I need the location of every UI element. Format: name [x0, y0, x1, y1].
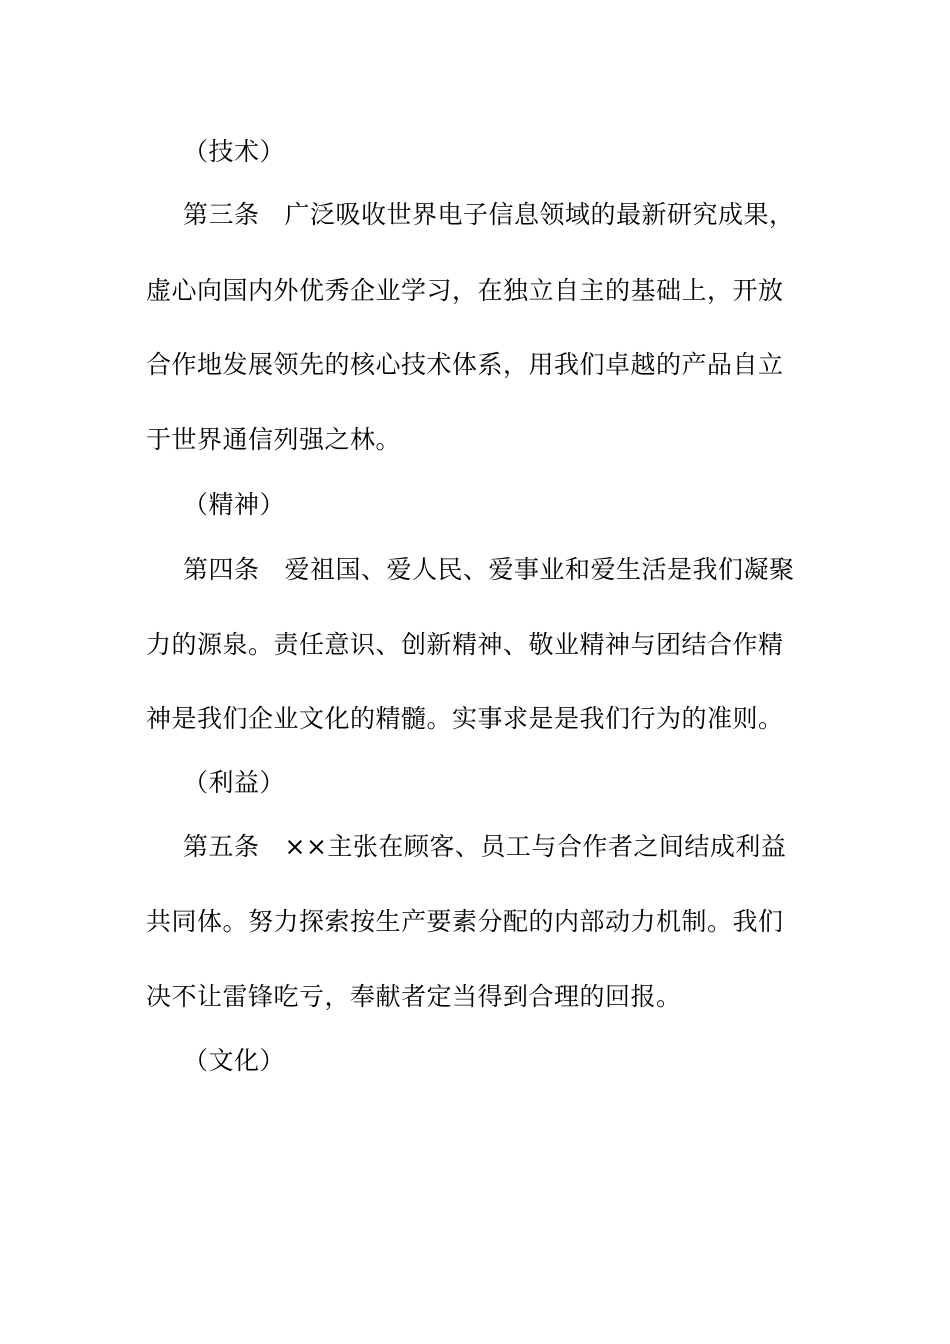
section-heading-culture: （文化） [183, 1046, 286, 1075]
article-5-line-1 [183, 832, 786, 862]
article-4-line-2: 力的源泉。责任意识、创新精神、敬业精神与团结合作精 [146, 630, 784, 659]
article-3-line-4: 于世界通信列强之林。 [146, 425, 402, 454]
article-4-line-3: 神是我们企业文化的精髓。实事求是是我们行为的准则。 [146, 704, 784, 733]
article-text: ××主张在顾客、员工与合作者之间结成利益 [284, 832, 787, 861]
article-3-line-1 [183, 200, 795, 230]
article-5-line-3: 决不让雷锋吃亏，奉献者定当得到合理的回报。 [146, 982, 682, 1011]
article-number: 第五条 [183, 832, 260, 861]
section-heading-interests: （利益） [183, 768, 286, 797]
section-heading-spirit: （精神） [183, 490, 286, 519]
article-4-line-1 [183, 555, 795, 585]
article-5-line-2: 共同体。努力探索按生产要素分配的内部动力机制。我们 [146, 907, 784, 936]
article-number: 第三条 [183, 200, 260, 229]
article-number: 第四条 [183, 555, 260, 584]
section-heading-technology: （技术） [183, 137, 286, 166]
article-text: 广泛吸收世界电子信息领域的最新研究成果， [284, 200, 795, 229]
article-text: 爱祖国、爱人民、爱事业和爱生活是我们凝聚 [284, 555, 795, 584]
article-3-line-3: 合作地发展领先的核心技术体系，用我们卓越的产品自立 [146, 350, 784, 379]
article-3-line-2: 虚心向国内外优秀企业学习，在独立自主的基础上，开放 [146, 276, 784, 305]
